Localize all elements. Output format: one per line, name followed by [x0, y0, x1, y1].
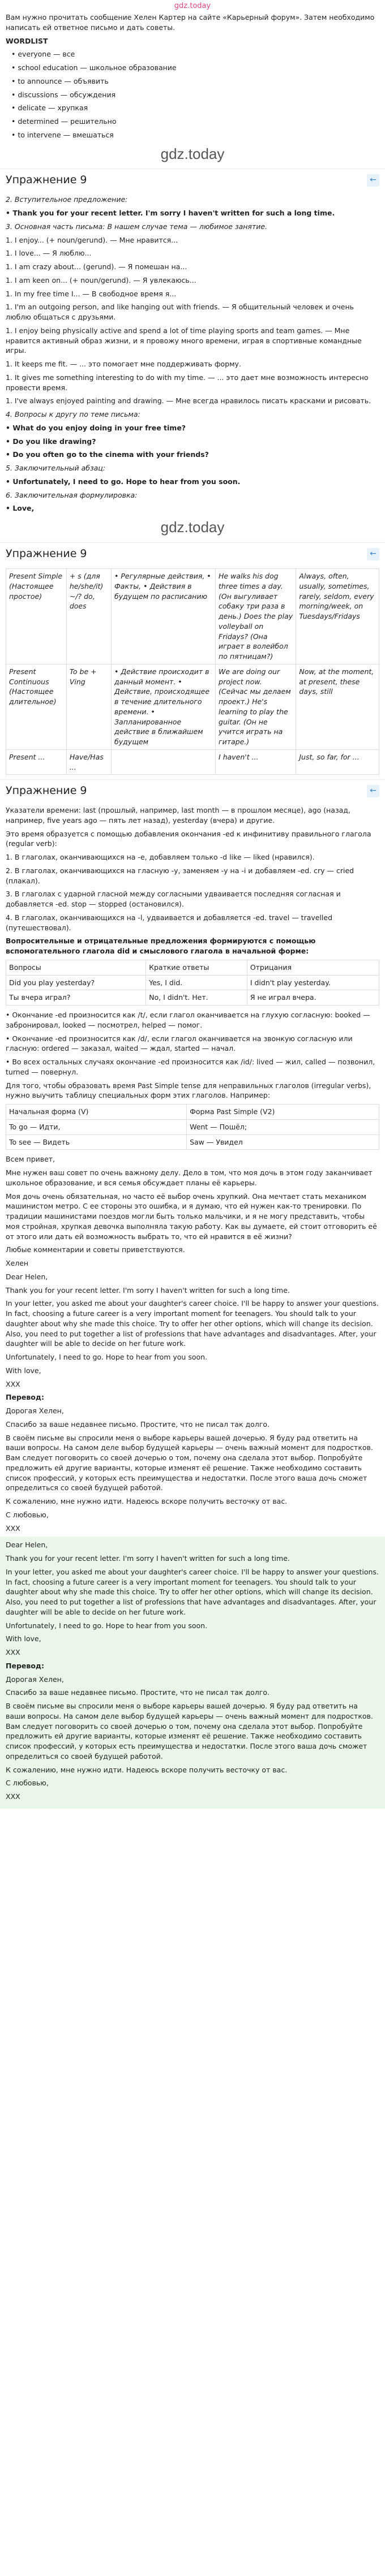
table-row — [6, 990, 379, 1006]
table-cell: He walks his dog three times a day. (Он выгуливает собаку три раза в день.) Does the play volleyball on Fridays? (Она играет в волейбол по пятницам?) — [216, 569, 296, 665]
exercise-body — [6, 805, 379, 1533]
text-line: 3. Основная часть письма: В нашем случае тема — любимое занятие. — [6, 222, 268, 231]
table-cell: Always, often, usually, sometimes, rarely, seldom, every morning/week, on Tuesdays/Fridays — [296, 569, 379, 665]
table-cell: We are doing our project now. (Сейчас мы делаем проект.) He's learning to play the guitar. (Он не учится играть на гитаре.) — [216, 664, 296, 749]
table-row — [6, 960, 379, 975]
text-line: С любовью, — [6, 1510, 49, 1519]
list-item: • school education — школьное образование — [11, 63, 177, 72]
wordlist — [6, 49, 379, 140]
text-line: 2. Вступительное предложение: — [6, 195, 128, 204]
text-line: • Do you like drawing? — [6, 437, 96, 446]
text-line: • Unfortunately, I need to go. Hope to hear from you soon. — [6, 477, 241, 486]
table-cell: Present Continuous (Настоящее длительное) — [6, 664, 67, 749]
text-line: 4. Вопросы к другу по теме письма: — [6, 410, 140, 419]
text-line: Хелен — [6, 1259, 29, 1268]
text-line: Thank you for your recent letter. I'm sorry I haven't written for such a long time. — [6, 1285, 290, 1295]
translation-label: Перевод: — [6, 1393, 44, 1402]
exercise-header — [0, 779, 385, 802]
intro-text: Вам нужно прочитать сообщение Хелен Картер на сайте «Карьерный форум». Затем необходимо написать ей ответное письмо и дать советы. — [6, 13, 375, 32]
wordlist-title: WORDLIST — [6, 36, 48, 45]
text-line: Спасибо за ваше недавнее письмо. Простите, что не писал так долго. — [6, 1419, 270, 1429]
text-line: В своём письме вы спросили меня о выборе карьеры вашей дочерью. Я буду рад ответить на ваши вопросы. На самом деле выбор будущей карьеры — очень важный момент для подростков. Вам следует поговорить со своей дочерью о том, почему она сделала этот выбор. Попробуйте предложить ей другие варианты, которые изменят её решение. Также необходимо составить список профессий, у которых есть преимущества и недостатки. После этого ваша дочь сможет определиться со своей будущей работой. — [6, 1433, 373, 1492]
text-line: Dear Helen, — [6, 1272, 48, 1281]
text-line: 2. В глаголах, оканчивающихся на гласную -y, заменяем -y на -i и добавляем -ed. cry — cried (плакал). — [6, 866, 354, 885]
site-logo[interactable]: gdz.today — [174, 1, 211, 10]
table-cell: Present ... — [6, 749, 67, 775]
text-line: 1. I am crazy about... (gerund). — Я помешан на... — [6, 262, 187, 271]
text-line: With love, — [6, 1634, 41, 1643]
exercise-title: Упражнение 9 — [6, 174, 87, 187]
text-line: 1. I enjoy... (+ noun/gerund). — Мне нравится... — [6, 235, 178, 244]
text-line: • Окончание -ed произносится как /t/, если глагол оканчивается на глухую согласную: booked — забронировал, looked — посмотрел, helped — помог. — [6, 1011, 370, 1029]
table-cell: • Действие происходит в данный момент. • Действие, происходящее в течение длительного времени. • Запланированное действие в ближайшем будущем — [112, 664, 216, 749]
table-cell: To go — Идти, — [6, 1119, 187, 1134]
text-line: Dear Helen, — [6, 1541, 48, 1550]
table-cell: Went — Пошёл; — [187, 1119, 379, 1134]
table-header: Отрицания — [247, 960, 379, 975]
text-line: Моя дочь очень обязательная, но часто её выбор очень хрупкий. Она мечтает стать механиком машинистом метро. С ее стороны это ошибка, и я думаю, что ей нужен как-то тренировки. По традиции машинистами поездов могли быть только мальчики, и я не могу представить, чтобы моя стройная, хрупкая девочка выполняла такую работу. Как вы думаете, ей стоит отговорить её от этого или дать ей возможность выбрать то, что ей нравится в её жизни? — [6, 1192, 377, 1241]
list-item: • discussions — обсуждения — [11, 90, 116, 99]
text-line: 3. В глаголах с ударной гласной между согласными удваивается последняя согласная и добавляется -ed. stop — stopped (остановился). — [6, 890, 341, 909]
verbs-table — [6, 1104, 379, 1150]
text-line: XXX — [6, 1379, 20, 1388]
list-item: • determined — решительно — [11, 117, 117, 126]
exercise-title: Упражнение 9 — [6, 784, 87, 797]
text-line: Спасибо за ваше недавнее письмо. Простите, что не писал так долго. — [6, 1688, 270, 1697]
grammar-table — [6, 568, 379, 775]
list-item: • delicate — хрупкая — [11, 103, 88, 113]
text-line: • What do you enjoy doing in your free time? — [6, 423, 186, 432]
table-cell: No, I didn't. Нет. — [146, 990, 247, 1006]
table-header: Вопросы — [6, 960, 146, 975]
exercise-body — [6, 195, 379, 514]
text-line: Для того, чтобы образовать время Past Simple tense для неправильных глаголов (irregular verbs), нужно выучить таблицу специальных форм этих глаголов. Например: — [6, 1081, 371, 1100]
answer-block — [0, 1537, 385, 1809]
text-line: 4. В глаголах, оканчивающихся на -l, удваивается и добавляется -ed. travel — travelled (путешествовал). — [6, 913, 333, 932]
text-line: 1. It gives me something interesting to do with my time. — ... это дает мне возможность интересно провести время. — [6, 373, 369, 392]
text-line: 1. In my free time I... — В свободное время я... — [6, 289, 177, 298]
table-cell: Just, so far, for ... — [296, 749, 379, 775]
text-line: Дорогая Хелен, — [6, 1675, 64, 1684]
question-table — [6, 960, 379, 1006]
text-line: Unfortunately, I need to go. Hope to hear from you soon. — [6, 1621, 208, 1630]
table-row — [6, 1104, 379, 1120]
text-line: С любовью, — [6, 1779, 49, 1788]
table-cell: • Регулярные действия, • Факты, • Действия в будущем по расписанию — [112, 569, 216, 665]
translation-label: Перевод: — [6, 1661, 44, 1670]
text-line: 5. Заключительный абзац: — [6, 464, 106, 473]
text-line: Всем привет, — [6, 1155, 55, 1164]
table-cell: Present Simple (Настоящее простое) — [6, 569, 67, 665]
table-cell: + s (для he/she/it) ~/? do, does — [66, 569, 111, 665]
text-line: Указатели времени: last (прошлый, например, last month — в прошлом месяце), ago (назад, например, five years ago — пять лет назад), yesterday (вчера) и другие. — [6, 806, 350, 825]
table-cell: I didn't play yesterday. — [247, 975, 379, 990]
list-item: • everyone — все — [11, 50, 75, 59]
text-line: Любые комментарии и советы приветствуются. — [6, 1245, 185, 1254]
text-line: XXX — [6, 1648, 20, 1657]
table-row — [6, 749, 379, 775]
table-row — [6, 1134, 379, 1150]
table-row — [6, 664, 379, 749]
back-arrow-icon[interactable]: ← — [367, 548, 379, 560]
text-line: XXX — [6, 1792, 20, 1801]
table-row — [6, 569, 379, 665]
table-cell: To see — Видеть — [6, 1134, 187, 1150]
table-cell: Have/Has ... — [66, 749, 111, 775]
text-line: In your letter, you asked me about your daughter's career choice. I'll be happy to answer your questions. In fact, choosing a future career is a very important moment for teenagers. You should talk to your daughter about why she made this choice. Try to offer her other options, which will change its decision. Also, you need to put together a list of professions that have advantages and disadvantages. After, your daughter will be able to decide on her future work. — [6, 1299, 379, 1348]
text-line: 1. I enjoy being physically active and spend a lot of time playing sports and team games. — Мне нравится активный образ жизни, и я провожу много времени, играя в спортивные командные игры. — [6, 326, 362, 355]
text-line: Дорогая Хелен, — [6, 1406, 64, 1416]
table-row — [6, 975, 379, 990]
text-line: 1. В глаголах, оканчивающихся на -e, добавляем только -d like — liked (нравился). — [6, 853, 315, 862]
text-line: 1. I'm an outgoing person, and like hanging out with friends. — Я общительный человек и очень люблю общаться с друзьями. — [6, 303, 354, 322]
exercise-title: Упражнение 9 — [6, 547, 87, 560]
table-cell: Yes, I did. — [146, 975, 247, 990]
back-arrow-icon[interactable]: ← — [367, 785, 379, 797]
text-line: 1. I've always enjoyed painting and drawing. — Мне всегда нравилось писать красками и рисовать. — [6, 396, 371, 405]
table-header: Форма Past Simple (V2) — [187, 1104, 379, 1120]
table-cell — [112, 749, 216, 775]
text-line: Вопросительные и отрицательные предложения формируются с помощью вспомогательного глагола did и смыслового глагола в начальной форме: — [6, 937, 316, 956]
table-row — [6, 1119, 379, 1134]
text-line: Unfortunately, I need to go. Hope to hear from you soon. — [6, 1353, 208, 1362]
text-line: • Thank you for your recent letter. I'm sorry I haven't written for such a long time. — [6, 209, 335, 218]
text-line: In your letter, you asked me about your daughter's career choice. I'll be happy to answer your questions. In fact, choosing a future career is a very important moment for teenagers. You should talk to your daughter about why she made this choice. Try to offer her other options, which will change its decision. Also, you need to put together a list of professions that have advantages and disadvantages. After, your daughter will be able to decide on her future work. — [6, 1567, 379, 1616]
text-line: В своём письме вы спросили меня о выборе карьеры вашей дочерью. Я буду рад ответить на ваши вопросы. На самом деле выбор будущей карьеры — очень важный момент для подростков. Вам следует поговорить со своей дочерью о том, почему она сделала этот выбор. Попробуйте предложить ей другие варианты, которые изменят её решение. Также необходимо составить список профессий, у которых есть преимущества и недостатки. После этого ваша дочь сможет определиться со своей будущей работой. — [6, 1702, 373, 1761]
text-line: • Окончание -ed произносится как /d/, если глагол оканчивается на звонкую согласную или гласную: ordered — заказал, waited — ждал, started — начал. — [6, 1034, 353, 1053]
table-header: Начальная форма (V) — [6, 1104, 187, 1120]
table-header: Краткие ответы — [146, 960, 247, 975]
table-cell: Я не играл вчера. — [247, 990, 379, 1006]
text-line: • Love, — [6, 504, 35, 513]
text-line: К сожалению, мне нужно идти. Надеюсь вскоре получить весточку от вас. — [6, 1497, 288, 1506]
list-item: • to intervene — вмешаться — [11, 130, 114, 139]
table-cell: I haven't ... — [216, 749, 296, 775]
text-line: К сожалению, мне нужно идти. Надеюсь вскоре получить весточку от вас. — [6, 1765, 288, 1774]
back-arrow-icon[interactable]: ← — [367, 174, 379, 187]
exercise-header — [0, 542, 385, 565]
text-line: Thank you for your recent letter. I'm sorry I haven't written for such a long time. — [6, 1554, 290, 1563]
table-cell: Now, at the moment, at present, these days, still — [296, 664, 379, 749]
watermark: gdz.today — [160, 519, 225, 536]
text-line: XXX — [6, 1524, 20, 1533]
text-line: With love, — [6, 1366, 41, 1375]
text-line: 1. I love... — Я люблю... — [6, 249, 92, 258]
list-item: • to announce — объявить — [11, 76, 109, 85]
watermark: gdz.today — [160, 145, 225, 162]
table-cell: Saw — Увидел — [187, 1134, 379, 1150]
text-line: Мне нужен ваш совет по очень важному делу. Дело в том, что моя дочь в этом году заканчивает школьное образование, и вся семья обсуждает планы её карьеры. — [6, 1168, 373, 1187]
text-line: • Во всех остальных случаях окончание -ed произносится как /id/: lived — жил, called — позвонил, turned — повернул. — [6, 1058, 375, 1076]
table-cell: Ты вчера играл? — [6, 990, 146, 1006]
text-line: 6. Заключительная формулировка: — [6, 490, 138, 499]
exercise-header — [0, 169, 385, 191]
table-cell: To be + Ving — [66, 664, 111, 749]
table-cell: Did you play yesterday? — [6, 975, 146, 990]
text-line: 1. I am keen on... (+ noun/gerund). — Я увлекаюсь... — [6, 275, 196, 284]
text-line: Это время образуется с помощью добавления окончания -ed к инфинитиву правильного глагола (regular verb): — [6, 829, 371, 848]
text-line: • Do you often go to the cinema with your friends? — [6, 450, 209, 459]
text-line: 1. It keeps me fit. — ... это помогает мне поддерживать форму. — [6, 360, 241, 369]
